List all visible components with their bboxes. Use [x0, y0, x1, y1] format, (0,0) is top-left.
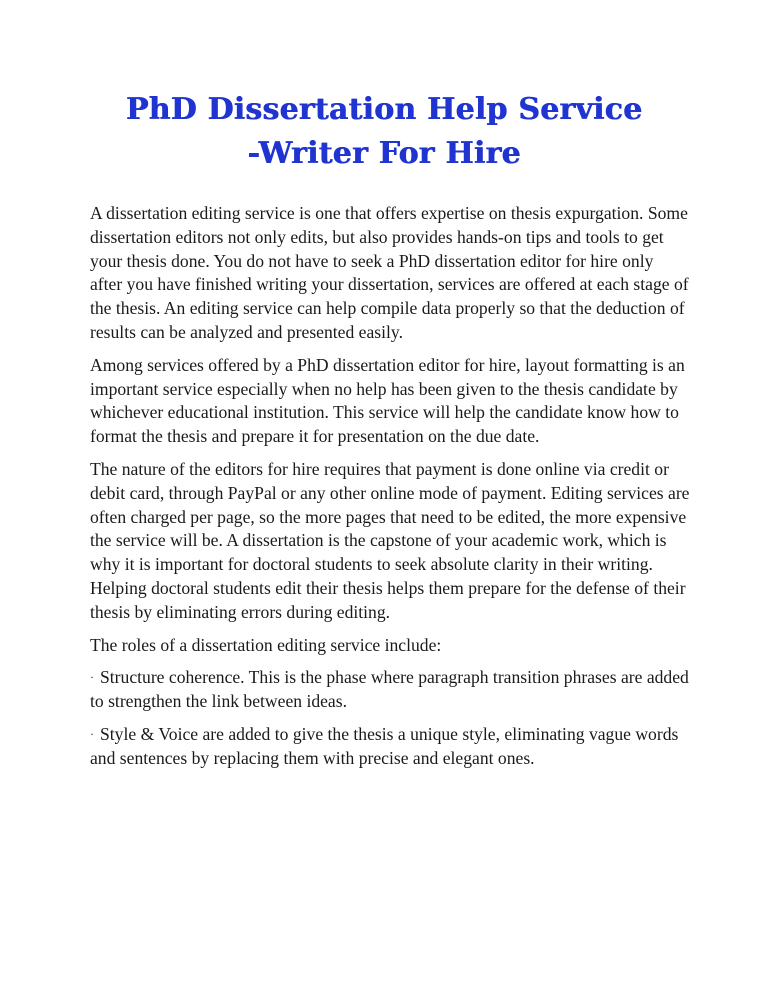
bullet-dot-icon: ·: [90, 726, 94, 741]
bullet-item-structure: [90, 666, 690, 714]
title-line-2: -Writer For Hire: [247, 136, 521, 171]
bullet-text: Style & Voice are added to give the thesis a unique style, eliminating vague words and sentences by replacing them with precise and elegant ones.: [90, 723, 679, 768]
document-title: [80, 88, 688, 176]
title-line-1: PhD Dissertation Help Service: [125, 92, 643, 127]
paragraph-payment: The nature of the editors for hire requires that payment is done online via credit or debit card, through PayPal or any other online mode of payment. Editing services are often charged per page, so the more pages that need to be edited, the more expensive the service will be. A dissertation is the capstone of your academic work, which is why it is important for doctoral students to seek absolute clarity in their writing. Helping doctoral students edit their thesis helps them prepare for the defense of their thesis by eliminating errors during editing.: [90, 458, 690, 622]
paragraph-layout-formatting: Among services offered by a PhD dissertation editor for hire, layout formatting is an important service especially when no help has been given to the thesis candidate by whichever educational institution. This service will help the candidate know how to format the thesis and prepare it for presentation on the due date.: [90, 354, 685, 447]
bullet-text: Structure coherence. This is the phase where paragraph transition phrases are added to strengthen the link between ideas.: [90, 667, 689, 712]
bullet-item-style: [90, 723, 690, 771]
paragraph-intro: A dissertation editing service is one that offers expertise on thesis expurgation. Some dissertation editors not only edits, but also provides hands-on tips and tools to get your thesis done. You do not have to seek a PhD dissertation editor for hire only after you have finished writing your dissertation, services are offered at each stage of the thesis. An editing service can help compile data properly so that the deduction of results can be analyzed and presented easily.: [90, 203, 689, 342]
paragraph-roles-intro: The roles of a dissertation editing service include:: [90, 634, 442, 655]
document-body: [90, 202, 690, 780]
bullet-dot-icon: ·: [90, 670, 94, 685]
